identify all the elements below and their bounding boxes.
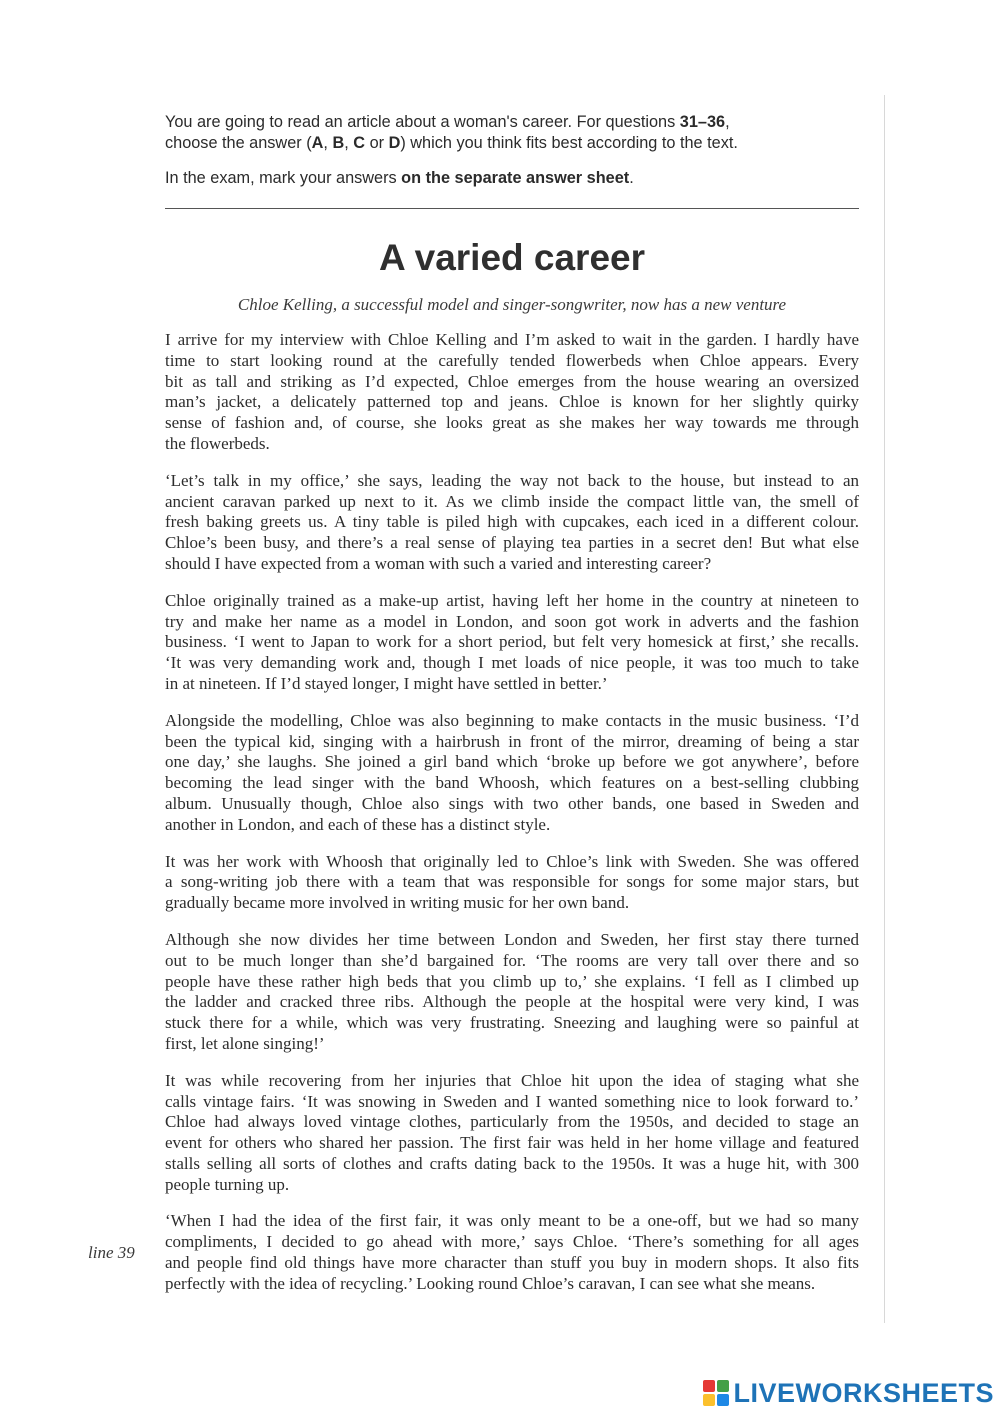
article-line: another in London, and each of these has a distinct style. xyxy=(165,814,551,834)
article-body xyxy=(165,330,859,1311)
article-line: calls vintage fairs. ‘It was snowing in Sweden and I wanted something nice to look forward to.’ xyxy=(165,1091,859,1111)
article-line: gradually became more involved in writing music for her own band. xyxy=(165,893,630,913)
article-line: out to be much longer than she’d bargained for. ‘The rooms are very tall over there and so xyxy=(165,950,859,970)
article-line: try and make her name as a model in London, and soon got work in adverts and the fashion xyxy=(165,611,859,631)
article-line: ‘When I had the idea of the first fair, it was only meant to be a one-off, but we had so many xyxy=(165,1211,859,1231)
article-line: Chloe originally trained as a make-up artist, having left her home in the country at nineteen to xyxy=(165,590,859,610)
instruction-line-1: You are going to read an article about a woman's career. For questions 31–36, choose the answer (A, B, C or D) which you think fits best according to the text. xyxy=(165,113,738,152)
article-paragraph xyxy=(165,1211,859,1294)
article-line: Although she now divides her time between London and Sweden, her first stay there turned xyxy=(165,929,859,949)
article-paragraph xyxy=(165,1071,859,1196)
article-line: event for others who shared her passion. The first fair was held in her home village and featured xyxy=(165,1133,859,1153)
article-line: man’s jacket, a delicately patterned top and jeans. Chloe is known for her slightly quirky xyxy=(165,392,859,412)
article-line: album. Unusually though, Chloe also sings with two other bands, one based in Sweden and xyxy=(165,793,859,813)
logo-text: LIVEWORKSHEETS xyxy=(733,1377,994,1408)
article-line: the ladder and cracked three ribs. Although the people at the hospital were very kind, I was xyxy=(165,992,859,1012)
article-line: fresh baking greets us. A tiny table is piled high with cupcakes, each iced in a different colour. xyxy=(165,512,859,532)
article-line: It was while recovering from her injuries that Chloe hit upon the idea of staging what she xyxy=(165,1070,859,1090)
article-line: time to start looking round at the carefully tended flowerbeds when Chloe appears. Every xyxy=(165,350,859,370)
divider xyxy=(165,208,859,209)
article-line: people turning up. xyxy=(165,1174,290,1194)
article-line: a song-writing job there with a team that was responsible for songs for some major stars, but xyxy=(165,872,859,892)
article-line: ancient caravan parked up next to it. As we climb inside the compact little van, the smell of xyxy=(165,491,859,511)
article-line: Alongside the modelling, Chloe was also beginning to make contacts in the music business. ‘I’d xyxy=(165,710,859,730)
article-title: A varied career xyxy=(378,237,646,278)
article-line: bit as tall and striking as I’d expected, Chloe emerges from the house wearing an oversized xyxy=(165,371,859,391)
article-line: and people find old things have more character than stuff you buy in modern shops. It also fits xyxy=(165,1253,859,1273)
article-line: perfectly with the idea of recycling.’ Looking round Chloe’s caravan, I can see what she means. xyxy=(165,1273,816,1293)
article-line: becoming the lead singer with the band Whoosh, which features on a best-selling clubbing xyxy=(165,773,859,793)
article-line: stalls selling all sorts of clothes and crafts dating back to the 1950s. It was a huge hit, with 300 xyxy=(165,1153,859,1173)
article-line: been the typical kid, singing with a hairbrush in front of the mirror, dreaming of being a star xyxy=(165,731,859,751)
article-line: Chloe had always loved vintage clothes, particularly from the 1950s, and decided to stage an xyxy=(165,1112,859,1132)
article-line: It was her work with Whoosh that originally led to Chloe’s link with Sweden. She was offered xyxy=(165,851,859,871)
article-line: I arrive for my interview with Chloe Kelling and I’m asked to wait in the garden. I hardly have xyxy=(165,330,859,349)
article-paragraph xyxy=(165,852,859,914)
line-marker: line 39 xyxy=(88,1243,135,1262)
article-line: people have these rather high beds that you climb up to,’ she explains. ‘I fell as I climbed up xyxy=(165,971,859,991)
article-line: sense of fashion and, of course, she looks great as she makes her way towards me through xyxy=(165,413,859,433)
article-line: ‘Let’s talk in my office,’ she says, leading the way not back to the house, but instead to an xyxy=(165,470,859,490)
article-paragraph xyxy=(165,930,859,1055)
article-line: one day,’ she laughs. She joined a girl band which ‘broke up before we got anywhere’, before xyxy=(165,752,859,772)
article-line: compliments, I decided to go ahead with more,’ says Chloe. ‘There’s something for all ages xyxy=(165,1232,859,1252)
logo-icon xyxy=(703,1380,729,1406)
article-line: business. ‘I went to Japan to work for a short period, but felt very homesick at first,’ she recalls. xyxy=(165,632,859,652)
article-line: Chloe’s been busy, and there’s a real sense of playing tea parties in a secret den! But what else xyxy=(165,533,859,553)
article-subtitle: Chloe Kelling, a successful model and singer-songwriter, now has a new venture xyxy=(237,295,787,314)
article-line: in at nineteen. If I’d stayed longer, I might have settled in better.’ xyxy=(165,673,608,693)
article-paragraph xyxy=(165,330,859,455)
instruction-line-2: In the exam, mark your answers on the separate answer sheet. xyxy=(165,169,634,187)
article-paragraph xyxy=(165,711,859,836)
article-line: stuck there for a while, which was very frustrating. Sneezing and laughing were so painful at xyxy=(165,1013,859,1033)
task-instructions xyxy=(165,112,865,189)
article-line: ‘It was very demanding work and, though I met loads of nice people, it was too much to take xyxy=(165,653,859,673)
article-line: the flowerbeds. xyxy=(165,433,270,453)
page-right-border xyxy=(884,95,885,1323)
article-line: first, let alone singing!’ xyxy=(165,1033,325,1053)
article-line: should I have expected from a woman with such a varied and interesting career? xyxy=(165,553,712,573)
article-paragraph xyxy=(165,471,859,575)
article-paragraph xyxy=(165,591,859,695)
liveworksheets-logo xyxy=(703,1378,994,1408)
